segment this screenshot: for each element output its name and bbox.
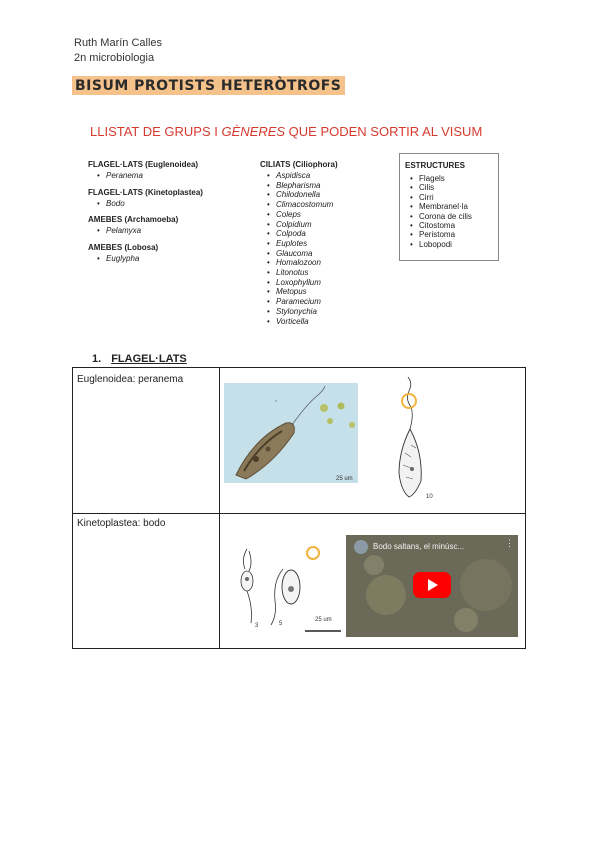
genus-item: • Colpoda [276, 229, 380, 239]
groups-column-1 [88, 159, 238, 264]
ciliats-column [260, 159, 380, 326]
ciliats-heading: CILIATS (Ciliophora) [260, 160, 338, 169]
genus-item: • Litonotus [276, 268, 380, 278]
genus-item: • Vorticella [276, 317, 380, 327]
genus-item: • Chilodonella [276, 190, 380, 200]
genus-item: • Stylonychia [276, 307, 380, 317]
row-label-euglenoidea: Euglenoidea: peranema [77, 374, 184, 385]
channel-avatar[interactable] [354, 540, 368, 554]
genus-item: • Glaucoma [276, 249, 380, 259]
page-title: BISUM PROTISTS HETERÒTROFS [72, 76, 345, 95]
section-label: FLAGEL·LATS [111, 353, 187, 365]
structure-item: • Cirri [419, 193, 498, 202]
genus-item: • Peranema [106, 171, 238, 181]
video-title[interactable]: Bodo saltans, el minúsc... [373, 542, 465, 551]
structure-item: • Membranel·la [419, 202, 498, 211]
structures-box [399, 153, 499, 261]
course-name: 2n microbiologia [74, 52, 155, 64]
genus-item: • Blepharisma [276, 181, 380, 191]
more-options-icon[interactable]: ⋮ [505, 538, 514, 548]
drawing-number-3: 3 [255, 623, 259, 629]
structure-item: • Citostoma [419, 221, 498, 230]
group-heading: FLAGEL·LATS (Kinetoplastea) [88, 187, 203, 197]
genus-item: • Loxophyllum [276, 278, 380, 288]
photo-scale-label: 25 um [336, 476, 353, 482]
genus-item: • Bodo [106, 199, 238, 209]
structure-item: • Peristoma [419, 230, 498, 239]
section-heading [92, 353, 187, 365]
author-name: Ruth Marín Calles [74, 37, 163, 49]
genus-item: • Aspidisca [276, 171, 380, 181]
structures-heading: ESTRUCTURES [405, 161, 466, 170]
genus-item: • Paramecium [276, 297, 380, 307]
author-block [74, 36, 162, 66]
section-number: 1. [92, 353, 102, 365]
genus-item: • Euplotes [276, 239, 380, 249]
video-embed[interactable] [346, 535, 518, 637]
genus-item: • Colpidium [276, 220, 380, 230]
genus-item: • Euglypha [106, 254, 238, 264]
table-column-divider [219, 368, 220, 648]
row-label-kinetoplastea: Kinetoplastea: bodo [77, 518, 166, 529]
group-heading: AMEBES (Archamoeba) [88, 215, 179, 225]
list-heading-part1: LLISTAT DE GRUPS I [90, 124, 222, 139]
bodo-drawing [235, 541, 345, 637]
list-heading [90, 124, 482, 139]
genus-item: • Metopus [276, 287, 380, 297]
structure-item: • Corona de cilis [419, 212, 498, 221]
drawing-number: 10 [426, 494, 433, 500]
structure-item: • Cilis [419, 183, 498, 192]
genus-item: • Homalozoon [276, 258, 380, 268]
list-heading-italic: GÈNERES [221, 124, 286, 139]
list-heading-part2: QUE PODEN SORTIR AL VISUM [285, 124, 483, 139]
organism-table [72, 367, 526, 649]
genus-item: • Coleps [276, 210, 380, 220]
structure-item: • Flagels [419, 174, 498, 183]
peranema-drawing [381, 373, 441, 501]
genus-item: • Pelamyxa [106, 226, 238, 236]
genus-item: • Climacostomum [276, 200, 380, 210]
play-button[interactable] [413, 572, 451, 598]
drawing-number-5: 5 [279, 621, 283, 627]
structure-item: • Lobopodi [419, 240, 498, 249]
drawing-scale-label: 25 um [315, 617, 332, 623]
table-row-divider [73, 513, 525, 514]
group-heading: AMEBES (Lobosa) [88, 243, 159, 253]
group-heading: FLAGEL·LATS (Euglenoidea) [88, 160, 199, 169]
peranema-micrograph [224, 383, 358, 483]
